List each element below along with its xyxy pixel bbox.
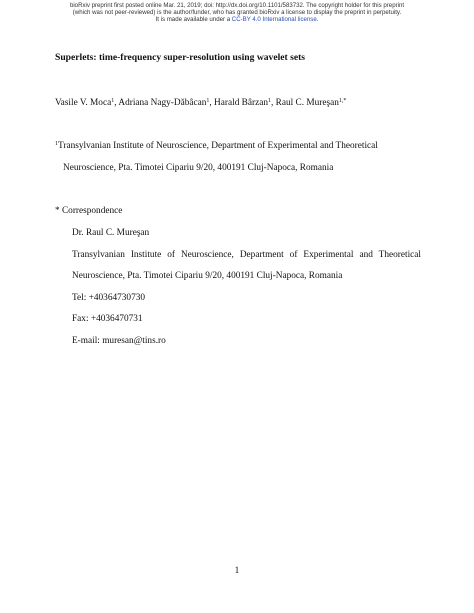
header-line-1: bioRxiv preprint first posted online Mar. 21, 2019; doi: http://dx.doi.org/10.1101/583732. The copyright holder for this preprint [69,2,405,9]
author-separator: , [209,98,215,108]
author-affiliation-mark: 1 [111,98,115,104]
author-separator: , [114,98,119,108]
correspondence-address-line-1: Transylvanian Institute of Neuroscience, Department of Experimental and Theoretical [72,250,421,260]
affiliation-line-2: Neuroscience, Pta. Timotei Cipariu 9/20, 400191 Cluj-Napoca, Romania [63,163,334,173]
correspondence-email[interactable]: E-mail: muresan@tins.ro [72,336,166,346]
correspondence-heading: * Correspondence [55,206,123,216]
author-list [55,97,346,109]
correspondence-fax: Fax: +4036470731 [72,314,143,324]
correspondence-name: Dr. Raul C. Mureşan [72,228,150,238]
header-line-2: (which was not peer-reviewed) is the author/funder, who has granted bioRxiv a license to display the preprint in perpetuity. [72,9,402,17]
author-affiliation-mark: 1 [268,98,271,104]
author-affiliation-mark: 1,* [338,98,347,104]
author-affiliation-mark: 1 [206,98,210,104]
header-line-3-suffix: . [316,16,319,24]
author-name: Raul C. Mureşan [275,98,339,108]
affiliation-line-1 [55,140,378,152]
preprint-header [0,2,474,24]
correspondence-address-line-2: Neuroscience, Pta. Timotei Cipariu 9/20, 400191 Cluj-Napoca, Romania [72,271,343,281]
affiliation-text-1: Transylvanian Institute of Neuroscience, Department of Experimental and Theoretical [58,141,378,151]
header-line-3 [0,16,474,23]
author-name: Harald Bârzan [214,98,268,108]
page-number: 1 [234,566,240,576]
paper-title: Superlets: time-frequency super-resolution using wavelet sets [55,52,306,63]
license-link[interactable]: CC-BY 4.0 International license [231,16,317,24]
correspondence-tel: Tel: +40364730730 [72,293,146,303]
author-separator: , [271,98,276,108]
author-name: Vasile V. Moca [55,98,112,108]
affiliation-mark: 1 [55,141,58,147]
header-line-3-prefix: It is made available under a [155,16,231,24]
author-name: Adriana Nagy-Dăbâcan [118,98,207,108]
